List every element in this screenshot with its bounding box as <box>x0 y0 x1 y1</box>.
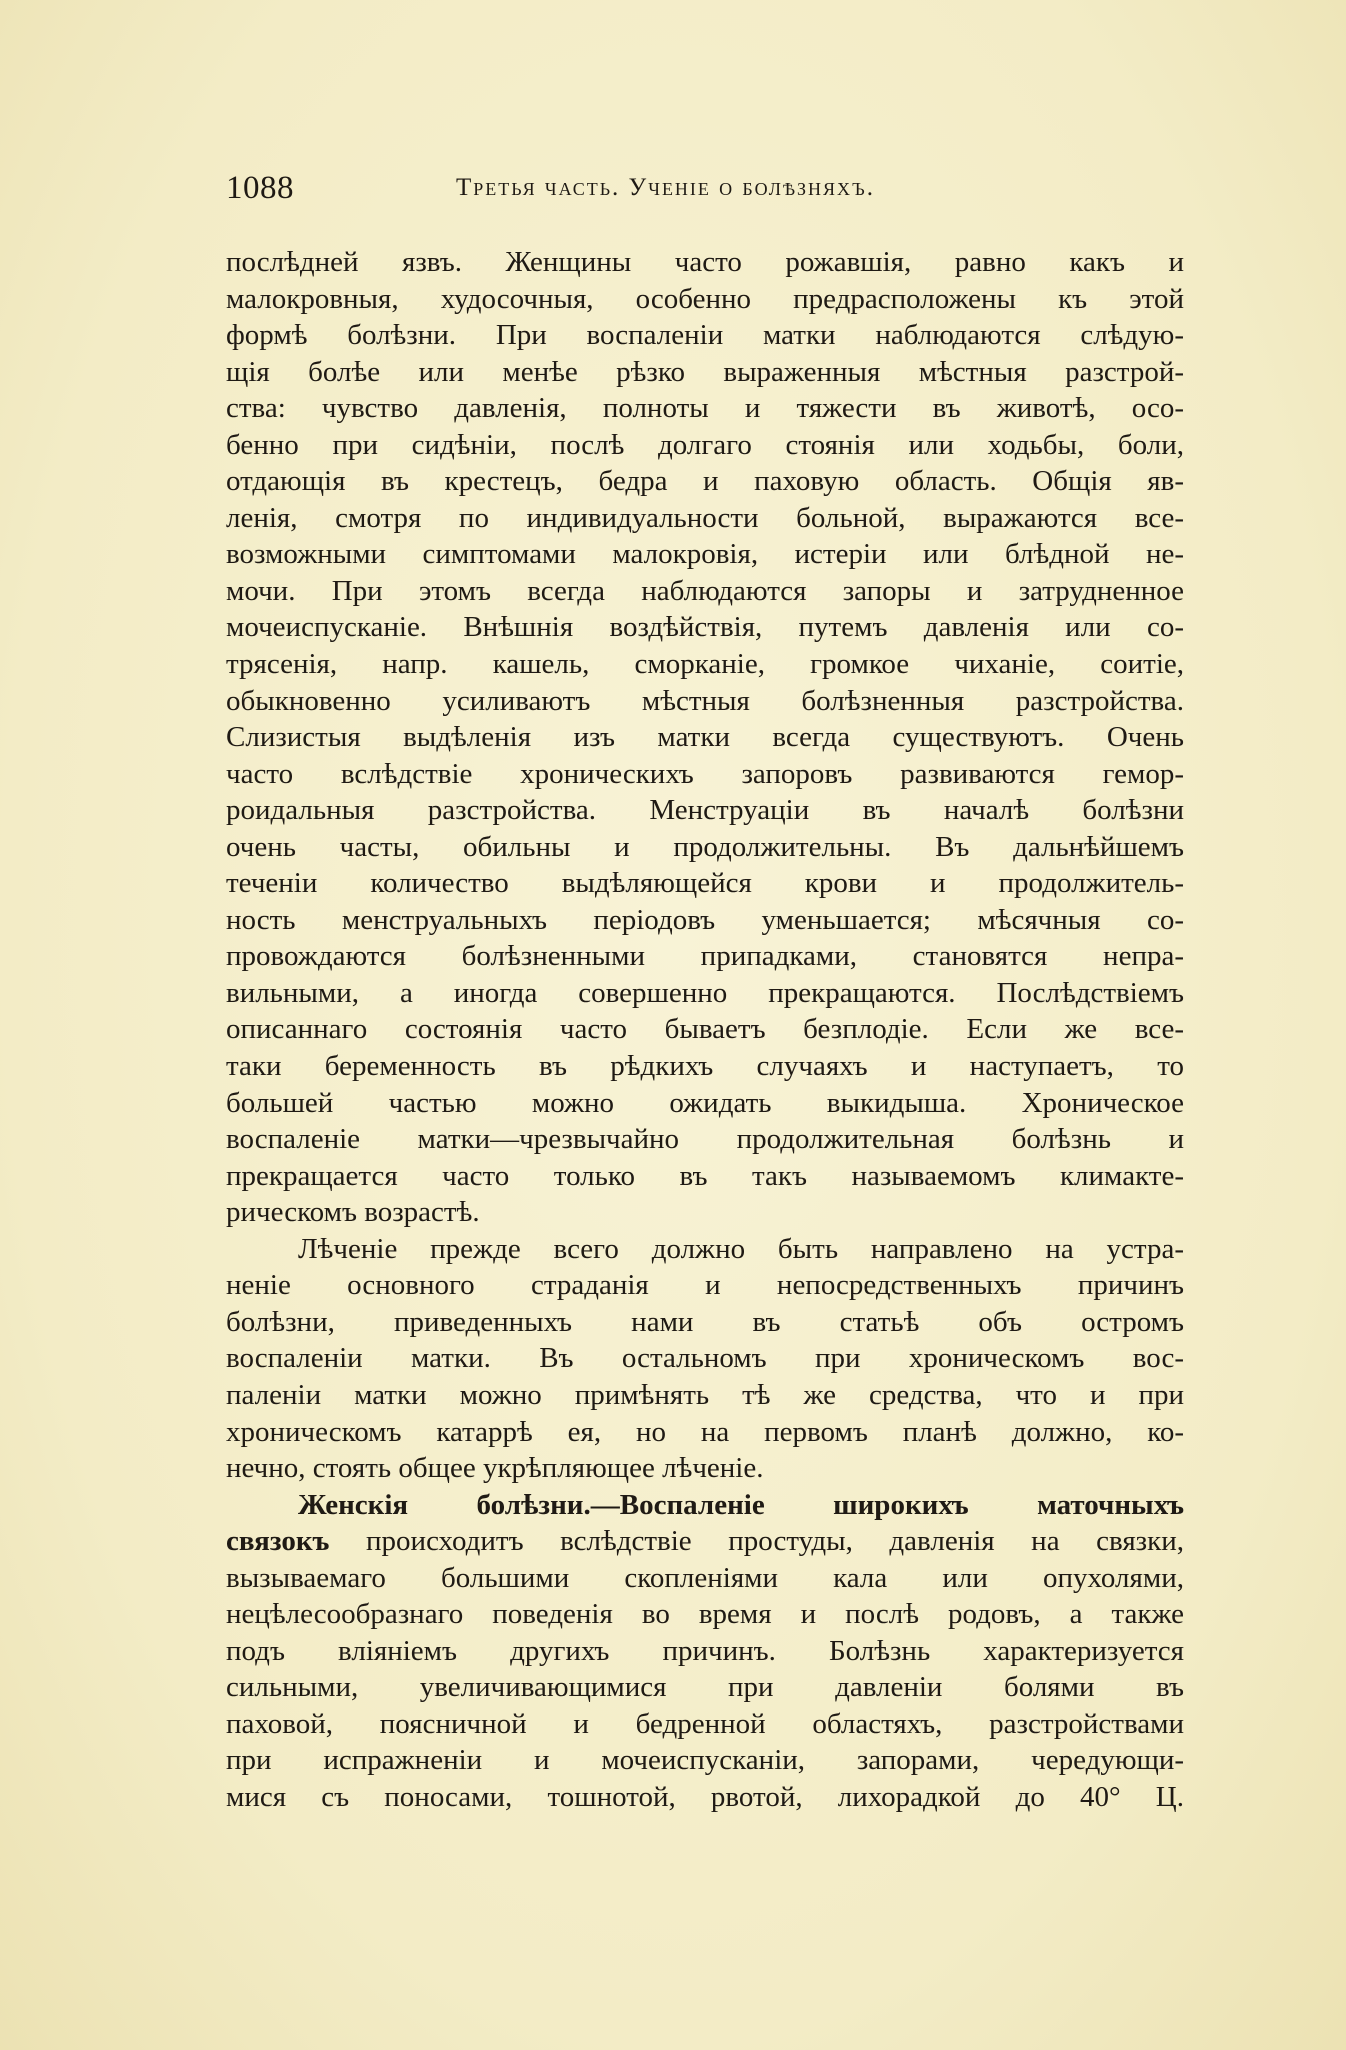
text-line: возможными симптомами малокровія, истеріи или блѣдной не- <box>226 538 1184 571</box>
text-line: трясенія, напр. кашель, сморканіе, громкое чиханіе, соитіе, <box>226 648 1184 681</box>
text-line: болѣзни, приведенныхъ нами въ статьѣ объ остромъ <box>226 1305 1184 1338</box>
section-heading-continued: связокъ <box>226 1525 330 1558</box>
text-line: очень часты, обильны и продолжительны. Въ дальнѣйшемъ <box>226 830 1184 863</box>
text-line: ность менструальныхъ періодовъ уменьшается; мѣсячныя со- <box>226 903 1184 936</box>
text-line: неніе основного страданія и непосредственныхъ причинъ <box>226 1269 1184 1302</box>
text-line: большей частью можно ожидать выкидыша. Хроническое <box>226 1086 1184 1119</box>
section-heading: Женскія болѣзни.—Воспаленіе широкихъ маточныхъ <box>298 1488 1184 1521</box>
text-line: воспаленіи матки. Въ остальномъ при хроническомъ вос- <box>226 1342 1184 1375</box>
text-line: хроническомъ катаррѣ ея, но на первомъ планѣ должно, ко- <box>226 1415 1184 1448</box>
text-line: вызываемаго большими скопленіями кала или опухолями, <box>226 1561 1184 1594</box>
text-line: Лѣченіе прежде всего должно быть направлено на устра- <box>298 1232 1184 1265</box>
text-line: паленіи матки можно примѣнять тѣ же средства, что и при <box>226 1378 1184 1411</box>
text-line: мися съ поносами, тошнотой, рвотой, лихорадкой до 40° Ц. <box>226 1780 1184 1813</box>
section-heading-line <box>226 1487 1184 1524</box>
text-line: нецѣлесообразнаго поведенія во время и послѣ родовъ, а также <box>226 1598 1184 1631</box>
text-line: ства: чувство давленія, полноты и тяжести въ животѣ, осо- <box>226 392 1184 425</box>
text-line: послѣдней язвъ. Женщины часто рожавшія, равно какъ и <box>226 246 1184 278</box>
text-line: таки беременность въ рѣдкихъ случаяхъ и наступаетъ, то <box>226 1050 1184 1083</box>
text-line: вильными, а иногда совершенно прекращаются. Послѣдствіемъ <box>226 976 1184 1009</box>
text-line: связокъ происходитъ вслѣдствіе простуды, давленія на связки, <box>226 1525 1184 1558</box>
text-line: Слизистыя выдѣленія изъ матки всегда существуютъ. Очень <box>226 721 1184 754</box>
text-line: описаннаго состоянія часто бываетъ безплодіе. Если же все- <box>226 1013 1184 1046</box>
text-line: мочеиспусканіе. Внѣшнія воздѣйствія, путемъ давленія или со- <box>226 611 1184 644</box>
text-line: паховой, поясничной и бедренной областяхъ, разстройствами <box>226 1707 1184 1740</box>
text-line: при испражненіи и мочеиспусканіи, запорами, чередующи- <box>226 1744 1184 1777</box>
text-line: рическомъ возрастѣ. <box>226 1196 480 1229</box>
text-line: отдающія въ крестецъ, бедра и паховую область. Общія яв- <box>226 465 1184 498</box>
text-line: часто вслѣдствіе хроническихъ запоровъ развиваются гемор- <box>226 757 1184 790</box>
text-line: провождаются болѣзненными припадками, становятся непра- <box>226 940 1184 973</box>
page-number: 1088 <box>226 170 294 206</box>
text-line: воспаленіе матки—чрезвычайно продолжительная болѣзнь и <box>226 1123 1184 1156</box>
text-line: прекращается часто только въ такъ называемомъ климакте- <box>226 1159 1184 1192</box>
text-line: малокровныя, худосочныя, особенно предрасположены къ этой <box>226 282 1184 315</box>
text-line: ленія, смотря по индивидуальности больной, выражаются все- <box>226 501 1184 534</box>
running-title: Третья часть. Ученіе о болѣзняхъ. <box>456 174 876 201</box>
text-line: мочи. При этомъ всегда наблюдаются запоры и затрудненное <box>226 574 1184 607</box>
text-line: сильными, увеличивающимися при давленіи болями въ <box>226 1671 1184 1704</box>
text-line: роидальныя разстройства. Менструаціи въ началѣ болѣзни <box>226 794 1184 827</box>
text-line: обыкновенно усиливаютъ мѣстныя болѣзненныя разстройства. <box>226 684 1184 717</box>
text-line: формѣ болѣзни. При воспаленіи матки наблюдаются слѣдую- <box>226 319 1184 352</box>
running-head <box>226 166 1186 210</box>
text-line: бенно при сидѣніи, послѣ долгаго стоянія или ходьбы, боли, <box>226 428 1184 461</box>
text-line: теченіи количество выдѣляющейся крови и продолжитель- <box>226 867 1184 900</box>
text-line: подъ вліяніемъ другихъ причинъ. Болѣзнь характеризуется <box>226 1634 1184 1667</box>
text-line: щія болѣе или менѣе рѣзко выраженныя мѣстныя разстрой- <box>226 355 1184 388</box>
body-text <box>226 244 1184 1816</box>
text-line: нечно, стоять общее укрѣпляющее лѣченіе. <box>226 1452 764 1485</box>
